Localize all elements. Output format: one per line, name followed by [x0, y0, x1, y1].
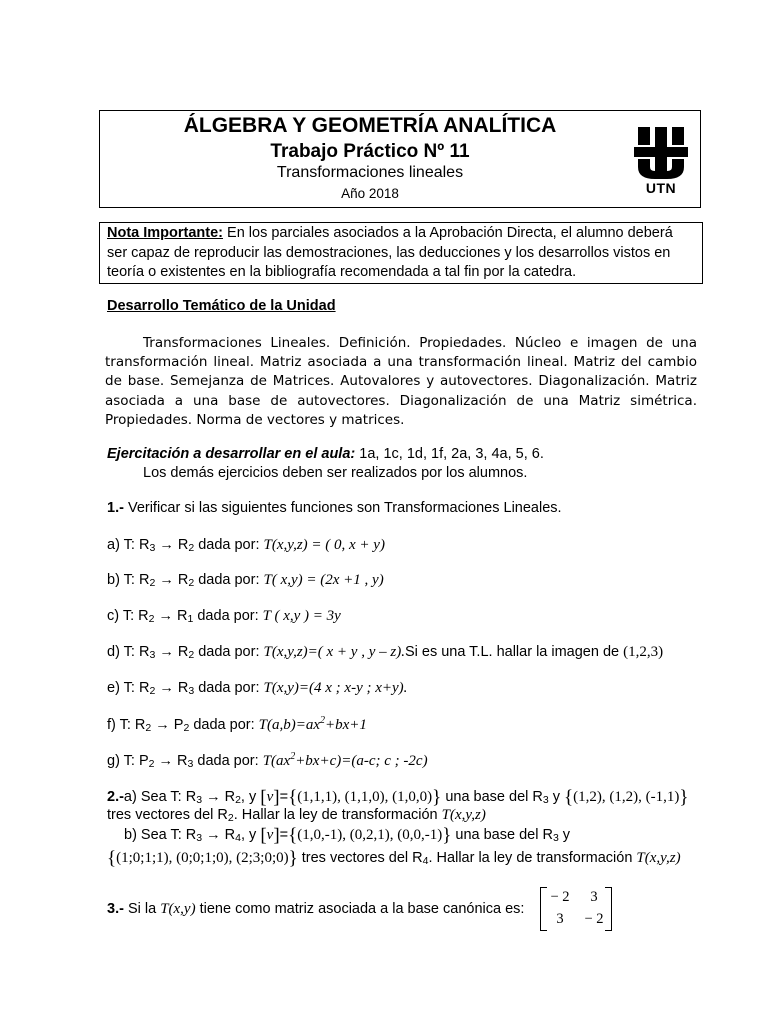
- item-dim: 2: [227, 812, 234, 824]
- utn-logo-icon: [632, 125, 690, 181]
- brace-open: {: [564, 787, 574, 808]
- item-dim: 4: [235, 832, 241, 844]
- item-formula: T(x,y,z): [636, 850, 681, 866]
- bracket-close: ]: [273, 825, 280, 846]
- item-prefix: a) T: R: [107, 537, 150, 553]
- item-formula: T(x,y,z)=( x + y , y – z).: [263, 644, 405, 660]
- item-text: Si es una T.L. hallar la imagen de: [404, 644, 624, 660]
- item-exponent: 2: [320, 715, 326, 726]
- exercise-1-statement: [107, 500, 562, 516]
- item-text: dada por:: [194, 537, 264, 553]
- item-prefix: b) T: R: [107, 572, 150, 588]
- item-prefix: g) T: P: [107, 752, 149, 769]
- item-arrow: → R: [155, 680, 189, 696]
- exercise-2a: [107, 787, 689, 809]
- item-dim: 2: [145, 721, 152, 734]
- bracket-open: [: [260, 825, 267, 846]
- basis-symbol: v: [266, 827, 274, 843]
- course-title: ÁLGEBRA Y GEOMETRÍA ANALÍTICA: [183, 114, 557, 137]
- item-dim: 2: [188, 577, 195, 589]
- item-text: , y: [241, 827, 261, 843]
- matrix-cell: 3: [556, 911, 564, 927]
- item-arrow: → P: [151, 716, 184, 733]
- item-formula: +bx+c)=(a-c; c ; -2c): [295, 752, 428, 769]
- ejercitacion-label: Ejercitación a desarrollar en el aula:: [107, 446, 356, 462]
- item-arrow: → R: [155, 572, 189, 588]
- item-dim: 2: [148, 613, 155, 625]
- item-text: a) Sea T: R: [123, 789, 197, 805]
- item-formula: T(ax: [262, 752, 291, 769]
- item-formula: T(x,y,z) = ( 0, x + y): [263, 537, 385, 553]
- section-title: Desarrollo Temático de la Unidad: [107, 298, 336, 314]
- item-prefix: f) T: R: [107, 716, 146, 733]
- item-text: dada por:: [193, 752, 263, 769]
- bracket-close: ]: [273, 787, 280, 808]
- item-text: una base del R: [441, 789, 543, 805]
- brace-open: {: [288, 825, 298, 846]
- item-dim: 2: [188, 649, 195, 661]
- item-arrow: → R: [154, 752, 188, 769]
- item-dim: 3: [188, 685, 195, 697]
- item-dim: 2: [149, 577, 156, 589]
- item-dim: 3: [542, 794, 549, 806]
- item-dim: 3: [149, 542, 156, 554]
- basis-symbol: v: [266, 789, 274, 805]
- item-arrow: → R: [155, 537, 189, 553]
- item-formula: T(a,b)=ax: [258, 716, 321, 733]
- item-dim: 2: [183, 721, 190, 734]
- item-text: . Hallar la ley de transformación: [233, 807, 442, 823]
- section-paragraph: Transformaciones Lineales. Definición. Propiedades. Núcleo e imagen de una transformación lineal. Matriz asociada a una transformación lineal. Matriz del cambio de base. Semejanza de Matrices. Autovalores y autovectores. Diagonalización. Matriz asociada a una base de autovectores. Diagonalización de una Matriz simétrica. Propiedades. Norma de vectores y matrices.: [105, 335, 697, 428]
- item-dim: 2: [148, 757, 155, 770]
- item-arrow: → R: [154, 608, 188, 624]
- equals: =: [279, 827, 289, 843]
- item-arrow: → R: [202, 827, 236, 843]
- item-text: una base del R: [451, 827, 553, 843]
- item-prefix: c) T: R: [107, 608, 149, 624]
- item-text: dada por:: [194, 572, 264, 588]
- matrix-cell: 3: [590, 889, 598, 905]
- exercise-2b-line2: [107, 848, 681, 870]
- brace-close: }: [432, 787, 442, 808]
- item-formula: T(x,y): [160, 901, 196, 917]
- item-text: dada por:: [194, 680, 264, 696]
- item-text: tres vectores del R: [107, 807, 228, 823]
- item-formula: T ( x,y ) = 3y: [262, 608, 341, 624]
- exercise-2-number: 2.-: [107, 789, 124, 805]
- item-point: (1,2,3): [623, 644, 664, 660]
- bracket-open: [: [260, 787, 267, 808]
- item-dim: 3: [187, 757, 194, 770]
- item-text: tres vectores del R: [297, 850, 423, 866]
- item-dim: 3: [149, 649, 156, 661]
- note-label: Nota Importante:: [107, 225, 223, 241]
- item-dim: 2: [235, 794, 241, 806]
- item-formula: T(x,y)=(4 x ; x-y ; x+y).: [263, 680, 408, 696]
- matrix-cell: − 2: [550, 889, 570, 905]
- item-text: dada por:: [189, 716, 259, 733]
- practical-title: Trabajo Práctico Nº 11: [270, 141, 470, 162]
- item-arrow: → R: [202, 789, 236, 805]
- exercise-2b: [124, 825, 570, 847]
- brace-close: }: [288, 848, 298, 869]
- exercise-1g: [107, 751, 428, 770]
- exercise-1c: [107, 608, 341, 625]
- item-text: dada por:: [193, 608, 263, 624]
- item-text: , y: [240, 789, 261, 805]
- logo-text: UTN: [645, 180, 677, 196]
- exercise-1d: [107, 644, 663, 661]
- topic-title: Transformaciones lineales: [276, 164, 464, 181]
- equals: =: [279, 789, 289, 805]
- exercise-1-number: 1.-: [107, 500, 124, 516]
- utn-logo: [632, 125, 690, 197]
- item-exponent: 2: [290, 751, 296, 762]
- exercise-1a: [107, 537, 385, 554]
- ejercitacion-line: [107, 446, 544, 462]
- image-vectors: (1;0;1;1), (0;0;1;0), (2;3;0;0): [116, 850, 289, 866]
- matrix-cell: − 2: [584, 911, 604, 927]
- item-prefix: e) T: R: [107, 680, 150, 696]
- exercise-1b: [107, 572, 384, 589]
- exercise-1f: [107, 715, 367, 734]
- item-formula: T( x,y) = (2x +1 , y): [263, 572, 384, 588]
- exercise-1e: [107, 680, 407, 697]
- item-formula: +bx+1: [325, 716, 367, 733]
- image-vectors: (1,2), (1,2), (-1,1): [573, 789, 680, 805]
- ejercitacion-list: 1a, 1c, 1d, 1f, 2a, 3, 4a, 5, 6.: [355, 446, 544, 462]
- brace-open: {: [288, 787, 298, 808]
- item-text: . Hallar la ley de transformación: [428, 850, 637, 866]
- note-text: En los parciales asociados a la Aprobación Directa, el alumno deberá ser capaz de reproducir las demostraciones, las deducciones y los desarrollos vistos en teoría o existentes en la bibliografía recomendada a tal fin por la catedra.: [107, 225, 673, 280]
- ejercitacion-others: Los demás ejercicios deben ser realizados por los alumnos.: [143, 465, 528, 481]
- item-text: dada por:: [194, 644, 264, 660]
- exercise-3-number: 3.-: [107, 901, 124, 917]
- item-prefix: d) T: R: [107, 644, 150, 660]
- header-box: [99, 110, 701, 208]
- item-dim: 2: [149, 685, 156, 697]
- item-text: tiene como matriz asociada a la base canónica es:: [195, 901, 525, 917]
- basis-vectors: (1,1,1), (1,1,0), (1,0,0): [297, 789, 433, 805]
- brace-close: }: [679, 787, 689, 808]
- item-arrow: → R: [155, 644, 189, 660]
- important-note: [99, 222, 703, 284]
- item-dim: 2: [188, 542, 195, 554]
- item-text: b) Sea T: R: [124, 827, 197, 843]
- exercise-2a-line2: [107, 807, 486, 824]
- item-dim: 3: [196, 794, 203, 806]
- year-label: Año 2018: [341, 186, 399, 201]
- item-dim: 3: [552, 832, 559, 844]
- brace-open: {: [107, 848, 117, 869]
- item-text: y: [558, 827, 571, 843]
- exercise-1-text: Verificar si las siguientes funciones son Transformaciones Lineales.: [123, 500, 562, 516]
- item-formula: T(x,y,z): [441, 807, 486, 823]
- item-dim: 3: [196, 832, 203, 844]
- item-text: Si la: [123, 901, 161, 917]
- basis-vectors: (1,0,-1), (0,2,1), (0,0,-1): [297, 827, 443, 843]
- item-dim: 1: [187, 613, 194, 625]
- exercise-3: [107, 901, 524, 918]
- brace-close: }: [442, 825, 452, 846]
- item-text: y: [548, 789, 565, 805]
- matrix: [540, 887, 612, 931]
- item-dim: 4: [422, 855, 429, 867]
